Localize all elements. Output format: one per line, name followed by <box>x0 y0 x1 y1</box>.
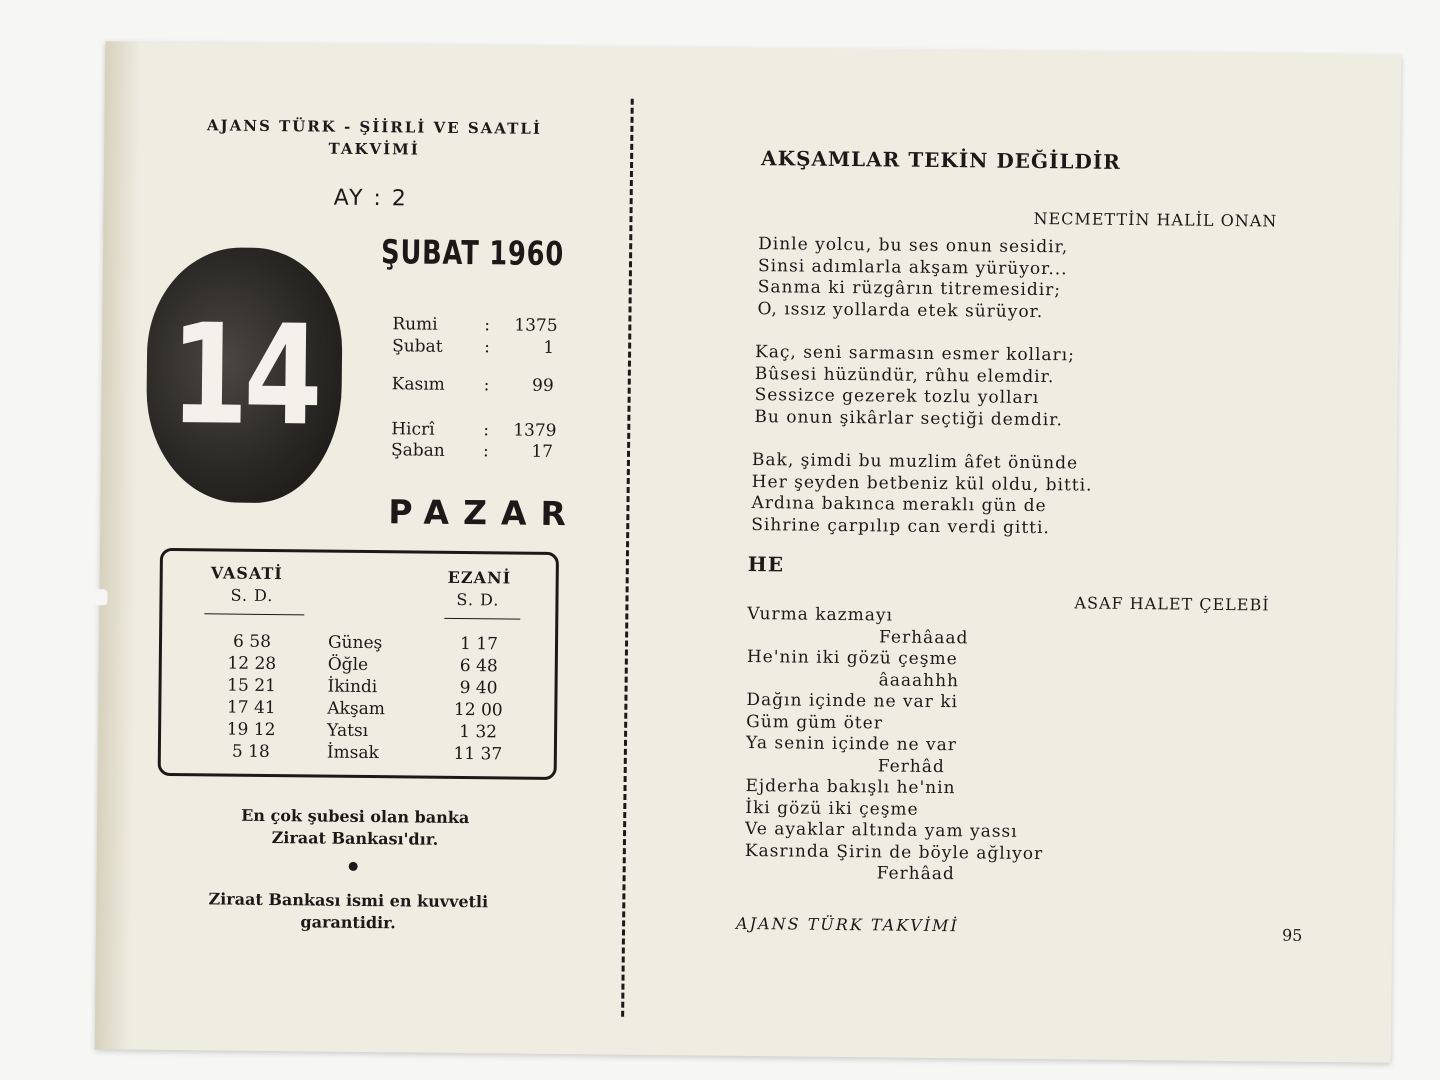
poem-line: Bûsesi hüzündür, rûhu elemdir. <box>754 363 1055 387</box>
poem-line: Ejderha bakışlı he'nin <box>745 775 956 799</box>
poem-line: Dinle yolcu, bu ses onun sesidir, <box>758 234 1069 258</box>
prayer-name: İmsak <box>326 742 379 764</box>
poem-line: Ferhâaad <box>879 626 969 648</box>
poem-line: Sessizce gezerek tozlu yolları <box>754 385 1040 409</box>
calendar-row-subat <box>392 336 554 358</box>
ezani-subheader: S. D. <box>456 589 500 610</box>
prayer-name: Öğle <box>327 654 369 676</box>
prayer-name: İkindi <box>327 676 378 698</box>
month-number: AY : 2 <box>333 185 408 212</box>
prayer-row <box>161 741 554 767</box>
poem-line: Bu onun şikârlar seçtiği demdir. <box>754 406 1064 430</box>
poem-line: Bak, şimdi bu muzlim âfet önünde <box>751 450 1079 474</box>
prayer-times-box <box>158 548 559 780</box>
ezani-time: 12 00 <box>453 699 503 721</box>
poem1-stanza-1 <box>757 234 1068 323</box>
ezani-time: 6 48 <box>459 655 498 677</box>
vasati-time: 6 58 <box>232 631 272 653</box>
calendar-value: 1379 <box>513 420 557 441</box>
poem1-stanza-3 <box>751 450 1093 540</box>
calendar-row-rumi <box>392 314 558 336</box>
poem2-author: ASAF HALET ÇELEBİ <box>1074 593 1270 615</box>
perforation-line <box>621 99 634 1017</box>
calendar-label: Kasım <box>391 374 445 395</box>
poem-line: Sinsi adımlarla akşam yürüyor... <box>757 255 1068 279</box>
poem-line: Her şeyden betbeniz kül oldu, bitti. <box>751 471 1093 496</box>
ezani-time: 1 17 <box>459 633 499 655</box>
day-badge <box>145 247 343 504</box>
poem-line: Kaç, seni sarmasın esmer kolları; <box>754 342 1076 366</box>
calendar-header <box>154 114 594 163</box>
day-number: 14 <box>169 293 319 456</box>
poem-line: Ferhâad <box>876 863 955 885</box>
calendar-sep: : <box>482 441 489 462</box>
calendar-row-saban <box>391 440 553 462</box>
vasati-time: 17 41 <box>226 697 276 719</box>
weekday: PAZAR <box>388 492 581 534</box>
vasati-header: VASATİ <box>210 563 283 584</box>
vasati-rule <box>204 613 304 615</box>
poem-line: İki gözü iki çeşme <box>745 797 919 820</box>
poem-line: Ferhâd <box>877 755 945 777</box>
poem2-body <box>745 604 1108 887</box>
calendar-sep: : <box>483 420 490 441</box>
vasati-subheader: S. D. <box>230 585 274 606</box>
bank-note-2-line: garantidir. <box>300 912 396 933</box>
vasati-time: 15 21 <box>227 675 277 697</box>
header-line-1: AJANS TÜRK - ŞİİRLİ VE SAATLİ <box>206 116 542 138</box>
bullet-dot <box>349 862 358 871</box>
prayer-name: Güneş <box>327 632 383 654</box>
poem-line: Vurma kazmayı <box>747 603 894 626</box>
vasati-time: 5 18 <box>231 741 270 763</box>
poem1-stanza-2 <box>754 342 1075 431</box>
vasati-time: 19 12 <box>226 719 276 741</box>
page-footer: AJANS TÜRK TAKVİMİ <box>736 913 959 936</box>
poem-line: Güm güm öter <box>746 711 883 733</box>
month-year: ŞUBAT 1960 <box>380 232 565 274</box>
calendar-sep: : <box>484 315 491 336</box>
calendar-label: Hicrî <box>391 419 435 440</box>
poem1-title: AKŞAMLAR TEKİN DEĞİLDİR <box>760 146 1121 174</box>
ezani-time: 9 40 <box>459 677 498 699</box>
poem-line: Sihrine çarpılıp can verdi gitti. <box>751 514 1051 538</box>
poem-line: âaaahhh <box>878 669 960 691</box>
prayer-name: Akşam <box>327 698 386 720</box>
bank-note-1-line: En çok şubesi olan banka <box>241 805 470 828</box>
poem-line: Ve ayaklar altında yam yassı <box>744 818 1018 842</box>
calendar-sep: : <box>483 375 490 396</box>
calendar-sep: : <box>484 337 490 358</box>
vasati-time: 12 28 <box>227 653 277 675</box>
calendar-value: 1375 <box>514 315 558 336</box>
bank-note-2-line: Ziraat Bankası ismi en kuvvetli <box>208 889 489 912</box>
poem-line: Ya senin içinde ne var <box>745 732 958 756</box>
calendar-value: 17 <box>531 441 554 462</box>
calendar-label: Rumi <box>392 314 438 335</box>
calendar-value: 99 <box>531 375 554 396</box>
poem1-author: NECMETTİN HALİL ONAN <box>1033 208 1278 231</box>
ezani-header: EZANİ <box>447 567 512 588</box>
ezani-time: 1 32 <box>459 721 498 743</box>
bank-note-1-line: Ziraat Bankası'dır. <box>271 828 439 849</box>
poem2-title: HE <box>747 552 785 577</box>
calendar-row-hicri <box>391 419 557 441</box>
page-number: 95 <box>1281 925 1303 945</box>
poem-line: O, ıssız yollarda etek sürüyor. <box>757 298 1044 322</box>
calendar-row-kasim <box>392 374 554 396</box>
prayer-name: Yatsı <box>327 720 369 742</box>
calendar-label: Şaban <box>390 440 445 461</box>
poem-line: Ardına bakınca meraklı gün de <box>751 493 1047 517</box>
poem-line: Dağın içinde ne var ki <box>746 689 959 713</box>
ezani-rule <box>444 618 520 620</box>
punch-hole <box>93 589 107 605</box>
poem-line: Kasrında Şirin de böyle ağlıyor <box>744 840 1044 864</box>
calendar-value: 1 <box>543 337 555 358</box>
bank-note-1 <box>175 804 535 852</box>
ezani-time: 11 37 <box>453 743 503 765</box>
calendar-page <box>95 41 1401 1063</box>
calendar-label: Şubat <box>392 336 443 357</box>
poem-line: He'nin iki gözü çeşme <box>746 646 958 670</box>
header-line-2: TAKVİMİ <box>328 139 420 159</box>
bank-note-2 <box>168 888 528 936</box>
poem-line: Sanma ki rüzgârın titremesidir; <box>757 277 1062 301</box>
